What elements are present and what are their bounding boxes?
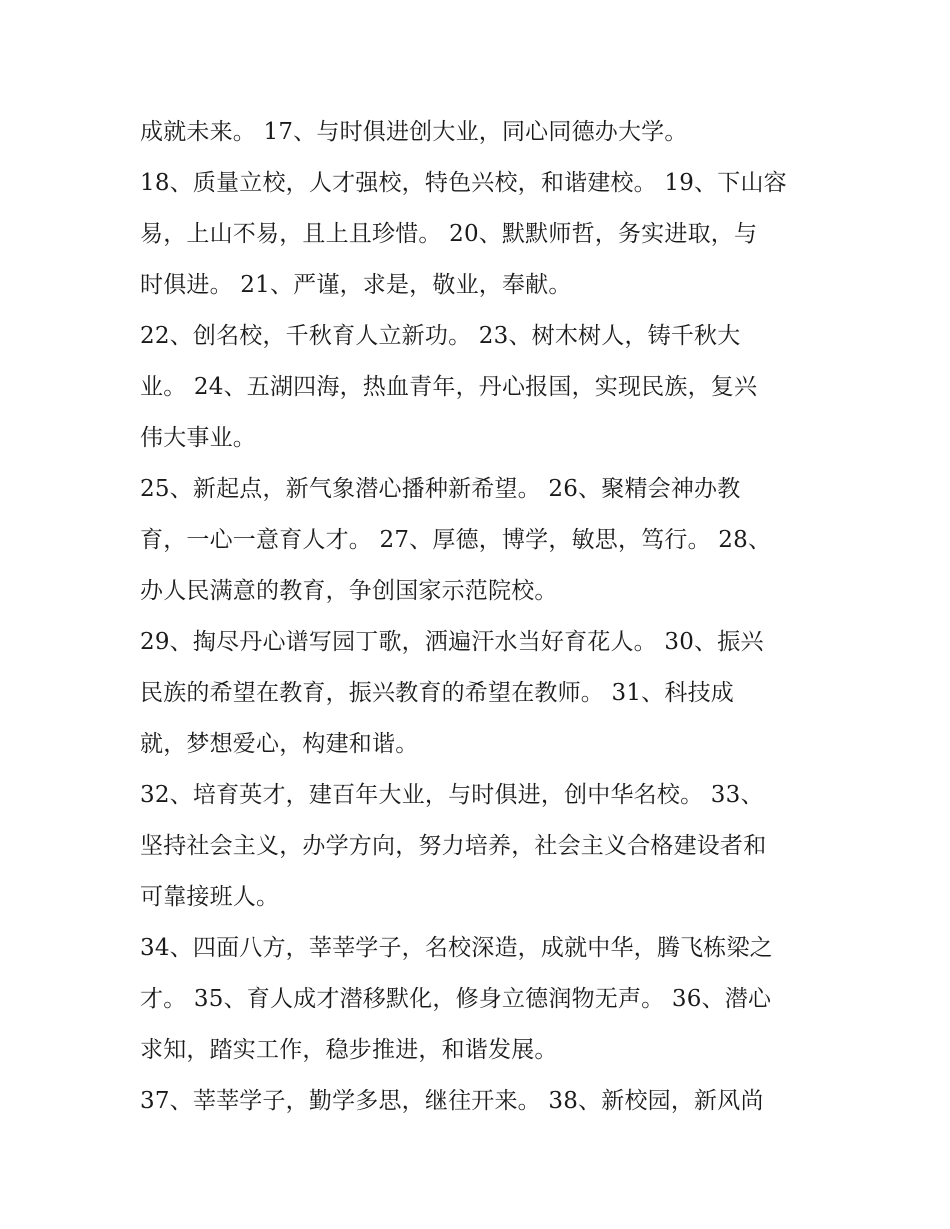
text-line: 民族的希望在教育，振兴教育的希望在教师。 31、科技成	[140, 680, 734, 706]
text-line: 育，一心一意育人才。 27、厚德，博学，敏思，笃行。 28、	[140, 527, 772, 553]
text-line: 29、掏尽丹心谱写园丁歌，洒遍汗水当好育花人。 30、振兴	[140, 629, 764, 655]
text-line: 34、四面八方，莘莘学子，名校深造，成就中华，腾飞栋梁之	[140, 935, 773, 961]
text-line: 就，梦想爱心，构建和谐。	[140, 731, 419, 757]
text-line: 求知，踏实工作，稳步推进，和谐发展。	[140, 1037, 558, 1063]
text-line: 可靠接班人。	[140, 884, 280, 910]
text-line: 时俱进。 21、严谨，求是，敬业，奉献。	[140, 272, 572, 298]
text-line: 办人民满意的教育，争创国家示范院校。	[140, 578, 558, 604]
text-line: 伟大事业。	[140, 425, 256, 451]
text-line: 32、培育英才，建百年大业，与时俱进，创中华名校。 33、	[140, 782, 764, 808]
text-line: 成就未来。 17、与时俱进创大业，同心同德办大学。	[140, 119, 688, 145]
text-line: 22、创名校，千秋育人立新功。 23、树木树人，铸千秋大	[140, 323, 741, 349]
document-body	[140, 107, 830, 1127]
text-line: 25、新起点，新气象潜心播种新希望。 26、聚精会神办教	[140, 476, 741, 502]
text-line: 坚持社会主义，办学方向，努力培养，社会主义合格建设者和	[140, 833, 767, 859]
text-line: 业。 24、五湖四海，热血青年，丹心报国，实现民族，复兴	[140, 374, 758, 400]
text-line: 18、质量立校，人才强校，特色兴校，和谐建校。 19、下山容	[140, 170, 787, 196]
text-line: 37、莘莘学子，勤学多思，继往开来。 38、新校园，新风尚	[140, 1088, 764, 1114]
text-line: 易，上山不易，且上且珍惜。 20、默默师哲，务实进取，与	[140, 221, 758, 247]
text-line: 才。 35、育人成才潜移默化，修身立德润物无声。 36、潜心	[140, 986, 772, 1012]
